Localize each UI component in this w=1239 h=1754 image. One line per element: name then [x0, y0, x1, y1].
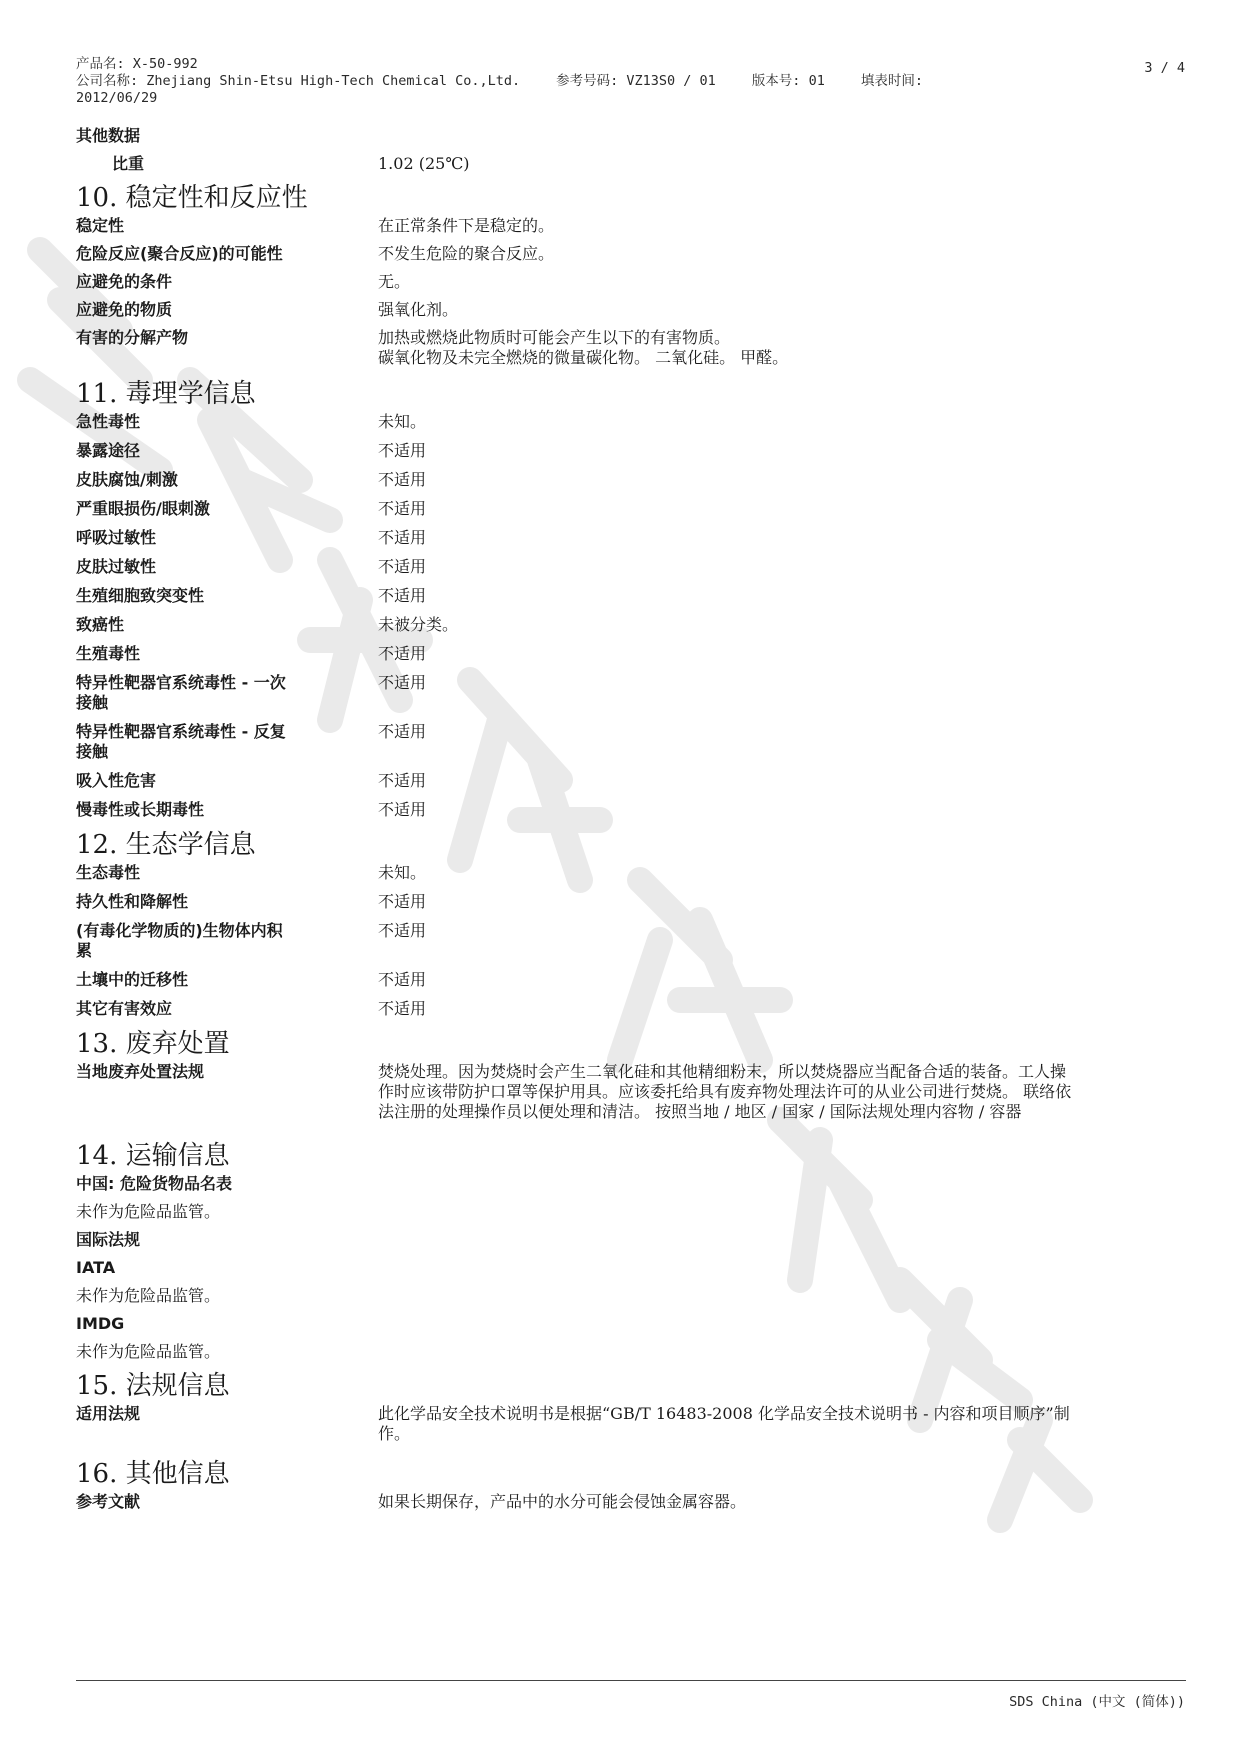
row-value: 不适用 — [378, 557, 427, 576]
section-12-rows — [76, 863, 1196, 1019]
section-10-rows — [76, 216, 1196, 368]
kv-row — [76, 412, 1196, 432]
row-label: 稳定性 — [76, 216, 125, 235]
row-value: 不适用 — [378, 999, 427, 1018]
row-label: 土壤中的迁移性 — [76, 970, 189, 989]
row-value: 不适用 — [378, 470, 427, 489]
row-value: 不发生危险的聚合反应。 — [378, 244, 555, 263]
header-meta-row — [76, 73, 1186, 90]
sg-value: 1.02 (25℃) — [378, 154, 470, 173]
disposal-row — [76, 1062, 1196, 1122]
kv-row — [76, 557, 1196, 577]
row-label: 呼吸过敏性 — [76, 528, 157, 547]
row-value: 强氧化剂。 — [378, 300, 459, 319]
row-label: 急性毒性 — [76, 412, 141, 431]
decomp-line-1: 加热或燃烧此物质时可能会产生以下的有害物质。 — [378, 328, 731, 347]
row-label: 皮肤腐蚀/刺激 — [76, 470, 178, 489]
section-12-title: 12. 生态学信息 — [76, 830, 256, 860]
row-label: 应避免的条件 — [76, 272, 173, 291]
row-label: 持久性和降解性 — [76, 892, 189, 911]
version-number: 版本号: 01 — [751, 73, 825, 89]
section-11-title: 11. 毒理学信息 — [76, 379, 256, 409]
sg-label: 比重 — [112, 154, 145, 173]
kv-row — [76, 216, 1196, 236]
transport-block — [76, 1174, 1196, 1362]
kv-row — [76, 586, 1196, 606]
kv-row — [76, 999, 1196, 1019]
kv-row — [76, 771, 1196, 791]
section-10-title: 10. 稳定性和反应性 — [76, 183, 308, 213]
row-value — [378, 1404, 1196, 1444]
fill-date: 2012/06/29 — [76, 90, 158, 106]
row-value: 未被分类。 — [378, 615, 459, 634]
footer-divider — [76, 1680, 1186, 1681]
row-value: 未知。 — [378, 863, 427, 882]
row-label: (有毒化学物质的)生物体内积累 — [76, 921, 283, 960]
row-label: 皮肤过敏性 — [76, 557, 157, 576]
row-label: 暴露途径 — [76, 441, 141, 460]
kv-row — [76, 300, 1196, 320]
row-value — [378, 1062, 1196, 1122]
imdg-label: IMDG — [76, 1314, 125, 1333]
regulation-line-2: 作。 — [378, 1424, 411, 1443]
kv-row — [76, 244, 1196, 264]
row-value: 不适用 — [378, 644, 427, 663]
kv-row — [76, 892, 1196, 912]
row-value: 不适用 — [378, 921, 427, 940]
row-label: 生态毒性 — [76, 863, 141, 882]
kv-row — [76, 722, 1196, 762]
kv-row — [76, 673, 1196, 713]
row-value: 不适用 — [378, 970, 427, 989]
row-value: 不适用 — [378, 441, 427, 460]
intl-regulation-label: 国际法规 — [76, 1230, 141, 1249]
china-regulation-value: 未作为危险品监管。 — [76, 1202, 221, 1221]
row-value: 不适用 — [378, 722, 427, 741]
kv-row — [76, 272, 1196, 292]
disposal-line-2: 作时应该带防护口罩等保护用具。应该委托给具有废弃物处理法许可的从业公司进行焚烧。 联络依 — [378, 1082, 1072, 1101]
section-14-title: 14. 运输信息 — [76, 1141, 230, 1171]
row-label: 致癌性 — [76, 615, 125, 634]
row-label: 慢毒性或长期毒性 — [76, 800, 205, 819]
row-value: 不适用 — [378, 499, 427, 518]
iata-value: 未作为危险品监管。 — [76, 1286, 221, 1305]
regulation-line-1: 此化学品安全技术说明书是根据“GB/T 16483-2008 化学品安全技术说明书 - 内容和项目顺序”制 — [378, 1404, 1070, 1423]
sds-content — [76, 126, 1196, 1512]
section-15-title: 15. 法规信息 — [76, 1371, 230, 1401]
fill-time-label: 填表时间: — [860, 73, 923, 89]
row-value: 未知。 — [378, 412, 427, 431]
reference-number: 参考号码: VZ13S0 / 01 — [556, 73, 716, 89]
row-label: 危险反应(聚合反应)的可能性 — [76, 244, 283, 263]
kv-row — [76, 800, 1196, 820]
footer-label: SDS China (中文 (简体)) — [1009, 1694, 1185, 1710]
disposal-line-3: 法注册的处理操作员以便处理和清洁。 按照当地 / 地区 / 国家 / 国际法规处理内容物 / 容器 — [378, 1102, 1022, 1121]
row-value: 不适用 — [378, 586, 427, 605]
row-label: 其它有害效应 — [76, 999, 173, 1018]
row-label: 特异性靶器官系统毒性 - 反复接触 — [76, 722, 286, 761]
page-header — [76, 56, 1186, 107]
regulation-row — [76, 1404, 1196, 1444]
company-name: 公司名称: Zhejiang Shin-Etsu High-Tech Chemical Co.,Ltd. — [76, 73, 521, 89]
kv-row — [76, 863, 1196, 883]
kv-row — [76, 970, 1196, 990]
row-value: 不适用 — [378, 673, 427, 692]
kv-row — [76, 499, 1196, 519]
row-label: 生殖细胞致突变性 — [76, 586, 205, 605]
row-label: 生殖毒性 — [76, 644, 141, 663]
row-label: 适用法规 — [76, 1404, 141, 1423]
row-value — [378, 328, 1196, 368]
row-label: 吸入性危害 — [76, 771, 157, 790]
row-value: 不适用 — [378, 800, 427, 819]
row-value: 不适用 — [378, 528, 427, 547]
imdg-value: 未作为危险品监管。 — [76, 1342, 221, 1361]
other-data-heading: 其他数据 — [76, 126, 141, 145]
kv-row — [76, 470, 1196, 490]
page-number: 3 / 4 — [1144, 60, 1185, 76]
section-16-title: 16. 其他信息 — [76, 1459, 230, 1489]
row-value: 不适用 — [378, 771, 427, 790]
row-value: 无。 — [378, 272, 411, 291]
disposal-line-1: 焚烧处理。因为焚烧时会产生二氧化硅和其他精细粉末，所以焚烧器应当配备合适的装备。工人操 — [378, 1062, 1067, 1081]
row-label: 当地废弃处置法规 — [76, 1062, 205, 1081]
row-label: 参考文献 — [76, 1492, 141, 1511]
kv-row — [76, 615, 1196, 635]
decomposition-row — [76, 328, 1196, 368]
row-label: 严重眼损伤/眼刺激 — [76, 499, 210, 518]
specific-gravity-row — [76, 154, 1196, 174]
china-regulation-label: 中国: 危险货物品名表 — [76, 1174, 232, 1193]
product-name: 产品名: X-50-992 — [76, 56, 198, 72]
reference-row — [76, 1492, 1196, 1512]
row-label: 应避免的物质 — [76, 300, 173, 319]
kv-row — [76, 528, 1196, 548]
section-13-title: 13. 废弃处置 — [76, 1029, 230, 1059]
iata-label: IATA — [76, 1258, 116, 1277]
row-label: 特异性靶器官系统毒性 - 一次接触 — [76, 673, 286, 712]
row-value: 在正常条件下是稳定的。 — [378, 216, 555, 235]
decomp-line-2: 碳氧化物及未完全燃烧的微量碳化物。 二氧化硅。 甲醛。 — [378, 348, 789, 367]
section-11-rows — [76, 412, 1196, 820]
kv-row — [76, 441, 1196, 461]
row-value: 如果长期保存，产品中的水分可能会侵蚀金属容器。 — [378, 1492, 747, 1511]
row-value: 不适用 — [378, 892, 427, 911]
kv-row — [76, 644, 1196, 664]
row-label: 有害的分解产物 — [76, 328, 189, 347]
kv-row — [76, 921, 1196, 961]
